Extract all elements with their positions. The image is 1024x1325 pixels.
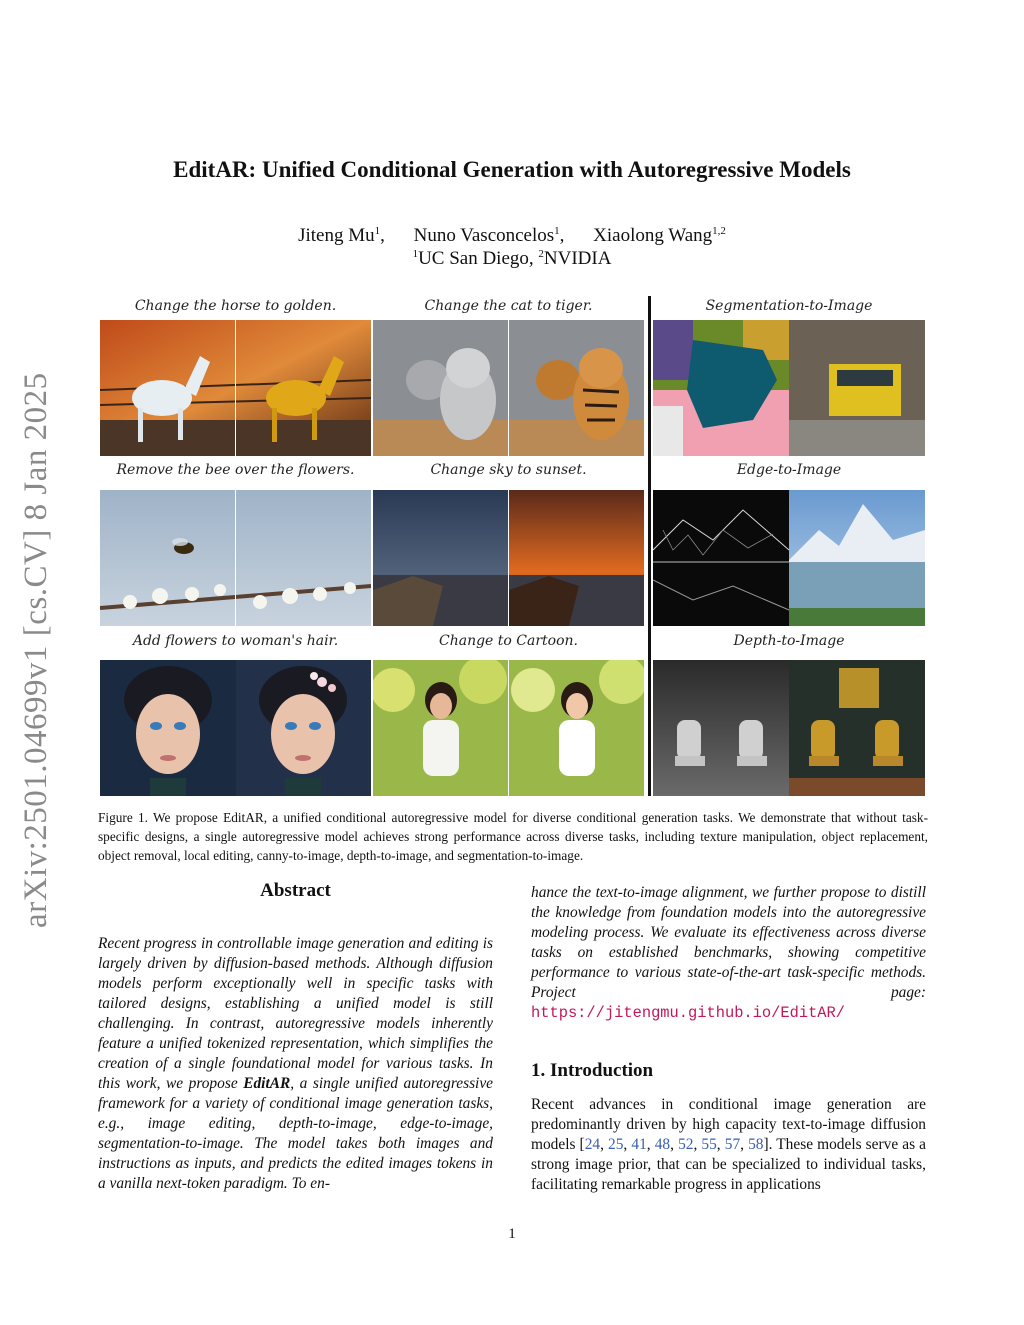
image-remove-bee (100, 490, 371, 626)
image-horse-edit (100, 320, 371, 456)
figure-caption-segmentation: Segmentation-to-Image (705, 298, 873, 314)
figure-divider (648, 296, 651, 796)
page-number: 1 (508, 1226, 516, 1242)
image-edge-to-image (653, 490, 925, 626)
paper-title: EditAR: Unified Conditional Generation with Autoregressive Models (173, 157, 851, 182)
author: Xiaolong Wang$^{1,2}$ (593, 225, 726, 246)
author: Jiteng Mu$^1$, (298, 225, 385, 246)
figure-caption-depth: Depth-to-Image (733, 633, 845, 649)
figure-caption-cartoon: Change to Cartoon. (439, 633, 578, 649)
abstract-text-right: hance the text-to-image alignment, we further propose to distill the knowledge from foundation models into the autoregressive modeling process. We evaluate its effectiveness across diverse tasks on established benchmarks, showing competitive performance to various state-of-the-art task-specific methods. Project page: https://jitengmu.github.io/EditAR/ (531, 884, 926, 1022)
image-change-to-cartoon (373, 660, 644, 796)
project-page-link[interactable]: https://jitengmu.github.io/EditAR/ (531, 1004, 846, 1022)
image-sky-to-sunset (373, 490, 644, 626)
citation[interactable]: 57 (724, 1136, 741, 1153)
citation[interactable]: 52 (678, 1136, 694, 1153)
introduction-text: Recent advances in conditional image generation are predominantly driven by high capacity text-to-image diffusion models [24, 25, 41, 48, 52, 55, 57, 58]. These models serve as a strong image prior, that can be specialized to individual tasks, facilitating remarkable progress in applications (531, 1096, 926, 1193)
figure-caption-horse: Change the horse to golden. (134, 298, 337, 314)
section-heading-introduction: 1. Introduction (531, 1060, 654, 1081)
author: Nuno Vasconcelos$^1$, (413, 225, 565, 246)
image-depth-to-image (653, 660, 925, 796)
citation[interactable]: 58 (748, 1136, 764, 1153)
author-list (0, 225, 1024, 247)
citation[interactable]: 24 (584, 1136, 601, 1153)
figure-caption-edge: Edge-to-Image (736, 462, 842, 478)
figure-caption-flowers-hair: Add flowers to woman's hair. (132, 633, 339, 649)
figure-caption: Figure 1. We propose EditAR, a unified conditional autoregressive model for diverse conditional generation tasks. We demonstrate that without task-specific designs, a single autoregressive model achieves strong performance across diverse tasks, including texture manipulation, object replacement, object removal, local editing, canny-to-image, depth-to-image, and segmentation-to-image. (98, 810, 928, 863)
citation[interactable]: 55 (701, 1136, 717, 1153)
figure-caption-bee: Remove the bee over the flowers. (116, 462, 355, 478)
figure-caption-cat: Change the cat to tiger. (424, 298, 593, 314)
affiliations: $^1$UC San Diego, $^2$NVIDIA (412, 248, 612, 269)
citation[interactable]: 41 (631, 1136, 647, 1153)
citation[interactable]: 48 (654, 1136, 671, 1153)
image-segmentation-to-image (653, 320, 925, 456)
arxiv-identifier: arXiv:2501.04699v1 [cs.CV] 8 Jan 2025 (18, 372, 54, 928)
image-cat-to-tiger (373, 320, 644, 456)
figure-caption-sky: Change sky to sunset. (430, 462, 587, 478)
abstract-text-left: Recent progress in controllable image generation and editing is largely driven by diffusion-based methods. Although diffusion models perform exceptionally well in specific tasks with tailored designs, establishing a unified model is still challenging. In contrast, autoregressive models inherently feature a unified tokenized representation, which simplifies the creation of a single foundational model for various tasks. In this work, we propose EditAR, a single unified autoregressive framework for a variety of conditional image generation tasks, e.g., image editing, depth-to-image, edge-to-image, segmentation-to-image. The model takes both images and instructions as inputs, and predicts the edited images tokens in a vanilla next-token paradigm. To en- (98, 935, 493, 1192)
citation[interactable]: 25 (608, 1136, 624, 1153)
image-flowers-in-hair (100, 660, 371, 796)
abstract-heading: Abstract (260, 880, 331, 901)
